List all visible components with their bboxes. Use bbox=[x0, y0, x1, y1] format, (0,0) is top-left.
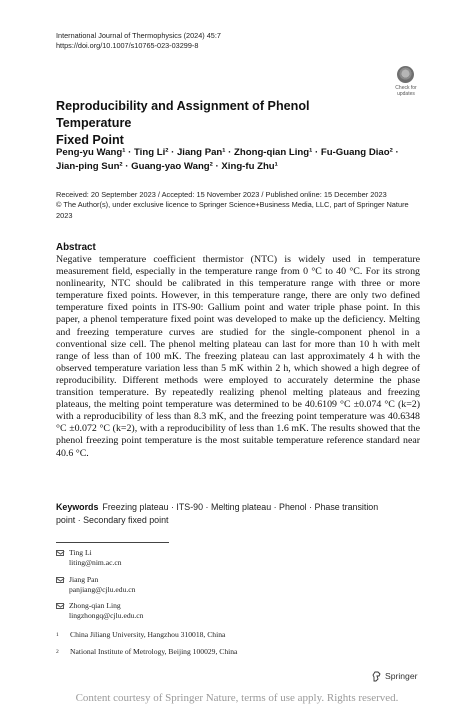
author-list bbox=[56, 146, 416, 174]
courtesy-watermark: Content courtesy of Springer Nature, terms of use apply. Rights reserved. bbox=[75, 692, 399, 704]
copyright-line-1: © The Author(s), under exclusive licence to Springer Science+Business Media, LLC, part of Springer Nature bbox=[56, 200, 409, 210]
envelope-icon bbox=[56, 603, 64, 609]
affiliation-number: 1 bbox=[56, 632, 59, 638]
abstract-heading: Abstract bbox=[56, 242, 96, 253]
envelope-icon bbox=[56, 577, 64, 583]
authors-line-2: Jian-ping Sun² · Guang-yao Wang² · Xing-fu Zhu¹ bbox=[56, 161, 278, 172]
authors-line-1: Peng-yu Wang¹ · Ting Li² · Jiang Pan¹ · Zhong-qian Ling¹ · Fu-Guang Diao² · bbox=[56, 147, 399, 158]
affiliation-text: National Institute of Metrology, Beijing 100029, China bbox=[70, 647, 238, 656]
affiliation-2 bbox=[56, 647, 238, 658]
contact-email[interactable]: liting@nim.ac.cn bbox=[69, 558, 122, 567]
springer-horse-icon bbox=[372, 671, 382, 682]
keywords-line-1: Freezing plateau · ITS-90 · Melting plateau · Phenol · Phase transition bbox=[102, 502, 379, 512]
doi-link[interactable]: https://doi.org/10.1007/s10765-023-03299-8 bbox=[56, 41, 199, 50]
keywords-line-2: point · Secondary fixed point bbox=[56, 514, 169, 525]
title-line-2: Fixed Point bbox=[56, 133, 124, 147]
contact-name: Ting Li bbox=[69, 548, 92, 557]
affiliation-1 bbox=[56, 630, 226, 641]
contact-email[interactable]: lingzhongq@cjlu.edu.cn bbox=[69, 611, 144, 620]
footnote-divider bbox=[56, 542, 169, 543]
received-accepted-dates: Received: 20 September 2023 / Accepted: 15 November 2023 / Published online: 15 December 2023 bbox=[56, 190, 387, 199]
journal-header bbox=[56, 31, 221, 51]
affiliation-text: China Jiliang University, Hangzhou 310018, China bbox=[70, 630, 226, 639]
keywords-label: Keywords bbox=[56, 502, 99, 512]
copyright-line-2: 2023 bbox=[56, 210, 73, 220]
publisher-name: Springer bbox=[385, 671, 418, 681]
badge-line-2: updates bbox=[397, 91, 415, 97]
journal-citation: International Journal of Thermophysics (2024) 45:7 bbox=[56, 31, 221, 40]
title-line-1: Reproducibility and Assignment of Phenol Temperature bbox=[56, 99, 310, 130]
abstract-text: Negative temperature coefficient thermistor (NTC) is widely used in temperature measurement field, especially in the temperature range from 0 °C to 40 °C. For its strong nonlinearity, NTC should be calibrated in this temperature range with three or more temperature fixed points. However, in this temperature range, there are only two defined temperature fixed points in ITS-90: Gallium point and water triple phase point. In this paper, a phenol temperature fixed point was developed to make up the deficiency. Melting and freezing temperature curves are studied for the single-component phenol in a conventional size cell. The phenol melting plateau can last for more than 10 h with melt range of less than of 100 mK. The freezing plateau can last approximately 4 h with the observed temperature variation less than 5 mK within 2 h, which showed a high degree of reproducibility. Different methods were employed to accurately determine the phase transition temperature. By repeatedly realizing phenol melting plateaus and freezing plateaus, the melting point temperature was determined to be 40.6109 °C ±0.074 °C (k=2) with a reproducibility of less than 8.3 mK, and the freezing point temperature was 40.6348 °C ±0.072 °C (k=2), with a reproducibility of less than 1.6 mK. The results showed that the phenol freezing point temperature is the most suitable temperature reference standard near 40.6 °C. bbox=[56, 254, 420, 459]
contact-name: Zhong-qian Ling bbox=[69, 601, 121, 610]
keywords bbox=[56, 501, 420, 526]
article-title bbox=[56, 98, 386, 149]
check-for-updates-icon bbox=[397, 66, 414, 83]
contact-name: Jiang Pan bbox=[69, 575, 99, 584]
affiliation-number: 2 bbox=[56, 649, 59, 655]
badge-line-1: Check for bbox=[395, 85, 417, 91]
envelope-icon bbox=[56, 550, 64, 556]
check-for-updates-badge[interactable] bbox=[391, 66, 421, 100]
contact-email[interactable]: panjiang@cjlu.edu.cn bbox=[69, 585, 136, 594]
publication-history bbox=[56, 190, 426, 221]
